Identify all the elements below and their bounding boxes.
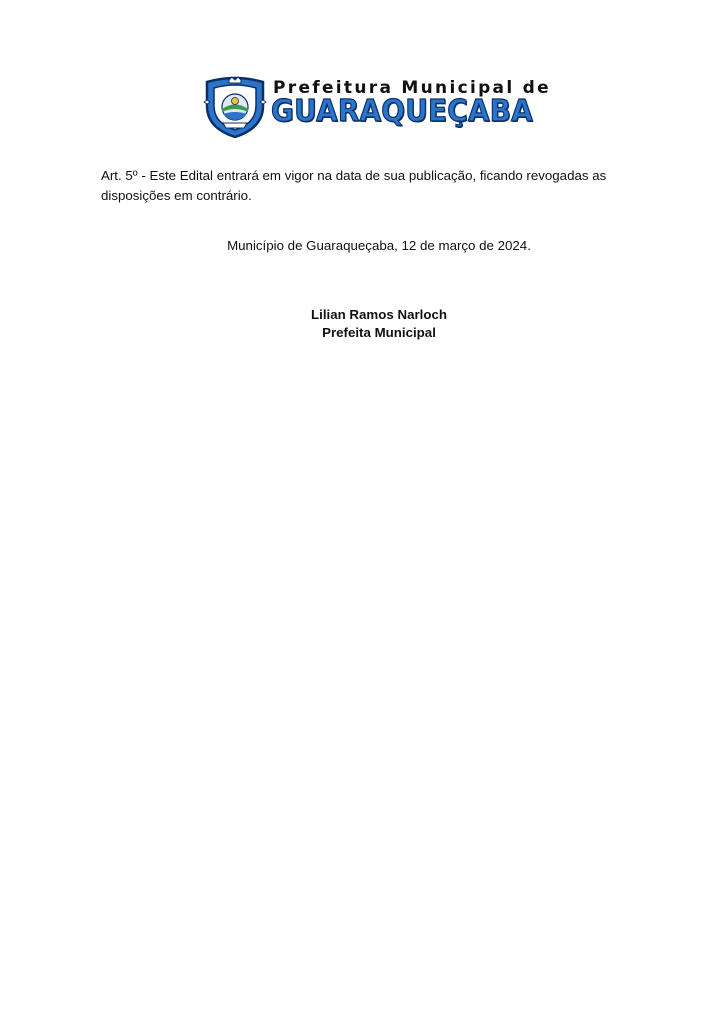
letterhead xyxy=(203,76,551,138)
article-paragraph: Art. 5º - Este Edital entrará em vigor na data de sua publicação, ficando revogadas as disposições em contrário. xyxy=(101,168,607,203)
letterhead-municipality-name: GUARAQUEÇABA xyxy=(271,94,533,129)
letterhead-line1: Prefeitura Municipal de xyxy=(273,78,551,98)
signatory-title: Prefeita Municipal xyxy=(322,325,436,340)
place-and-date: Município de Guaraqueçaba, 12 de março de 2024. xyxy=(227,238,531,253)
signatory-name: Lilian Ramos Narloch xyxy=(311,307,447,322)
municipal-coat-of-arms-icon xyxy=(203,76,267,138)
signature-block xyxy=(0,306,724,342)
